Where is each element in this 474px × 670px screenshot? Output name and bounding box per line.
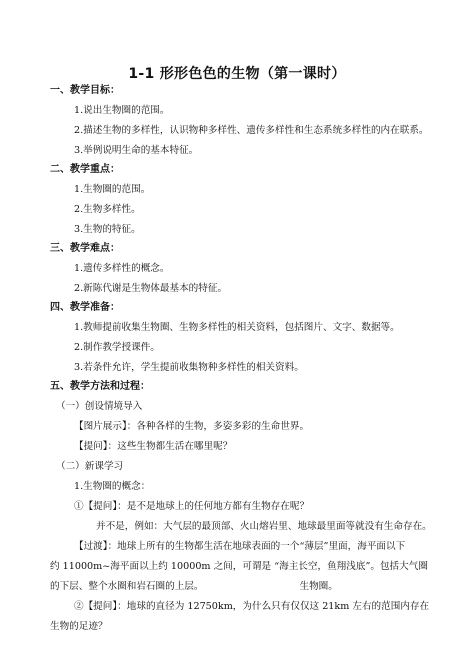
difficulty-item: 1.遗传多样性的概念。 [74,263,170,274]
difficulty-item: 2.新陈代谢是生物体最基本的特征。 [74,283,228,294]
goal-item: 1.说出生物圈的范围。 [74,105,170,116]
question-text: ①【提问】：是不是地球上的任何地方都有生物存在呢？ [74,501,310,512]
key-point-item: 2.生物多样性。 [74,204,141,215]
question-text: ②【提问】：地球的直径为 12750km，为什么只有仅仅这 21km 左右的范围内存在 [74,601,430,612]
question-text: 生物的足迹？ [50,621,108,632]
section-heading-key-points: 二、教学重点： [50,164,120,175]
key-point-item: 1.生物圈的范围。 [74,184,151,195]
transition-text [50,580,338,593]
document-title: 1-1 形形色色的生物（第一课时） [128,66,346,82]
section-heading-goals: 一、教学目标： [50,85,120,96]
key-point-item: 3.生物的特征。 [74,224,141,235]
answer-text: 并不是，例如：大气层的最顶部、火山熔岩里、地球最里面等就没有生命存在。 [96,521,432,532]
transition-text-right: “海主长空，鱼翔浅底”。包括大气圈 [274,561,428,572]
goal-item: 3.举例说明生命的基本特征。 [74,145,199,156]
transition-text [50,560,428,573]
goal-item: 2.描述生物的多样性，认识物种多样性、遗传多样性和生态系统多样性的内在联系。 [74,125,429,136]
preparation-item: 1.教师提前收集生物圈、生物多样性的相关资料，包括图片、文字、数据等。 [74,322,400,333]
concept-heading: 1.生物圈的概念： [74,481,151,492]
section-heading-difficulties: 三、教学难点： [50,243,120,254]
transition-text-left: 约 11000m~海平面以上约 10000m 之间，可谓是 [50,561,272,572]
section-heading-preparation: 四、教学准备： [50,302,120,313]
question-text: 【提问】：这些生物都生活在哪里呢？ [74,441,233,452]
section-heading-process: 五、教学方法和过程： [50,381,150,392]
transition-text-right: 生物圈。 [299,581,338,592]
transition-text: 【过渡】：地球上所有的生物都生活在地球表面的一个“薄层”里面，海平面以下 [74,541,406,552]
preparation-item: 3.若条件允许，学生提前收集物种多样性的相关资料。 [74,362,304,373]
preparation-item: 2.制作教学授课件。 [74,342,160,353]
process-part-title: （一）创设情境导入 [56,401,143,412]
process-part-title: （二）新课学习 [56,461,124,472]
transition-text-left: 的下层、整个水圈和岩石圈的上层。 [50,581,204,592]
image-show-text: 【图片展示】：各种各样的生物，多姿多彩的生命世界。 [74,421,310,432]
